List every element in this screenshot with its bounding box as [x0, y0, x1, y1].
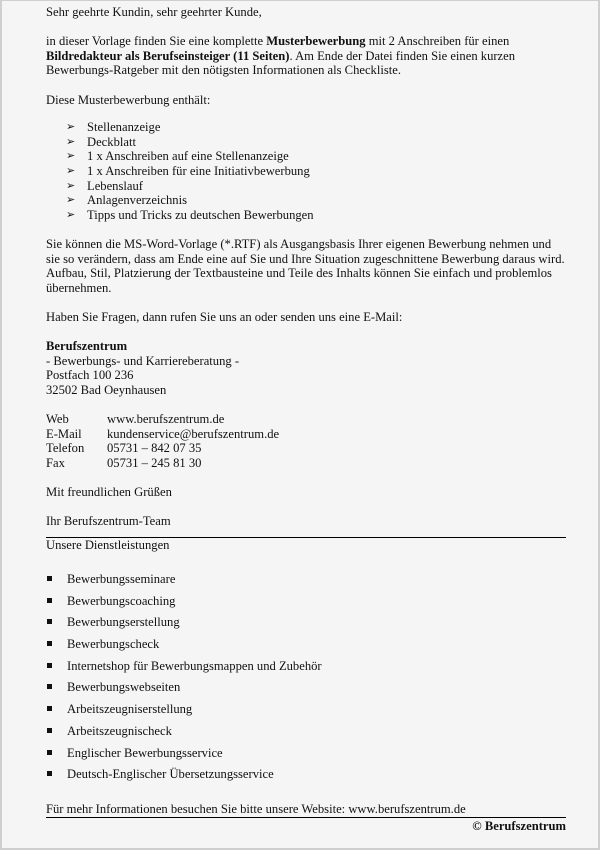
- services-heading: Unsere Dienstleistungen: [46, 537, 170, 552]
- services-list: [46, 571, 322, 788]
- contents-list: [46, 120, 566, 222]
- contact-web: [46, 412, 566, 427]
- footer-text: Für mehr Informationen besuchen Sie bitte unsere Website: www.berufszentrum.de: [46, 802, 566, 818]
- greeting: Sehr geehrte Kundin, sehr geehrter Kunde,: [46, 5, 262, 19]
- list-item: Deutsch-Englischer Übersetzungsservice: [46, 766, 322, 788]
- closing: Mit freundlichen Grüßen: [46, 485, 172, 499]
- usage-paragraph: Sie können die MS-Word-Vorlage (*.RTF) als Ausgangsbasis Ihrer eigenen Bewerbung nehmen und sie so verändern, dass am Ende eine auf Sie und Ihre Situation zugeschnittene Bewerbung daraus wird. Aufbau, Stil, Platzierung der Textbausteine und Teile des Inhalts können Sie einfach und problemlos übernehmen.: [46, 236, 565, 295]
- contact-phone: [46, 441, 566, 456]
- contact-value: kundenservice@berufszentrum.de: [107, 426, 280, 441]
- list-item: ➢ Lebenslauf: [66, 179, 566, 194]
- contact-value: 05731 – 245 81 30: [107, 455, 202, 470]
- copyright: © Berufszentrum: [472, 819, 566, 833]
- address-city: 32502 Bad Oeynhausen: [46, 382, 167, 397]
- footer: [46, 802, 566, 834]
- questions-text: Haben Sie Fragen, dann rufen Sie uns an oder senden uns eine E-Mail:: [46, 309, 403, 324]
- list-item: Bewerbungswebseiten: [46, 679, 322, 701]
- signature: Ihr Berufszentrum-Team: [46, 514, 171, 529]
- contents-heading: Diese Musterbewerbung enthält:: [46, 92, 211, 107]
- company-subtitle: - Bewerbungs- und Karriereberatung -: [46, 353, 240, 368]
- contact-email: [46, 427, 566, 442]
- contact-label: E-Mail: [46, 426, 82, 441]
- intro-paragraph: [46, 34, 566, 78]
- document-body: [46, 5, 566, 552]
- list-item: Bewerbungscoaching: [46, 593, 322, 615]
- contact-label: Web: [46, 412, 69, 427]
- list-item: ➢ Tipps und Tricks zu deutschen Bewerbungen: [66, 208, 566, 223]
- list-item: ➢ Anlagenverzeichnis: [66, 193, 566, 208]
- list-item: Arbeitszeugnischeck: [46, 723, 322, 745]
- list-item: ➢ Deckblatt: [66, 135, 566, 150]
- company-name-text: Berufszentrum: [46, 339, 128, 354]
- list-item: Internetshop für Bewerbungsmappen und Zubehör: [46, 658, 322, 680]
- contact-label: Telefon: [46, 441, 85, 456]
- list-item: ➢ 1 x Anschreiben für eine Initiativbewerbung: [66, 164, 566, 179]
- list-item: Bewerbungsseminare: [46, 571, 322, 593]
- list-item: Arbeitszeugniserstellung: [46, 701, 322, 723]
- intro-text: . Am Ende der Datei finden Sie einen kurzen Bewerbungs-Ratgeber mit den nötigsten Informationen als Checkliste.: [46, 48, 516, 78]
- intro-bold: Bildredakteur als Berufseinsteiger (11 Seiten): [46, 48, 290, 63]
- intro-text: mit 2 Anschreiben für einen: [365, 34, 510, 49]
- intro-bold: Musterbewerbung: [266, 34, 366, 49]
- contact-label: Fax: [46, 455, 65, 470]
- list-item: Bewerbungserstellung: [46, 614, 322, 636]
- list-item: Bewerbungscheck: [46, 636, 322, 658]
- company-name: [46, 339, 566, 354]
- address-street: Postfach 100 236: [46, 368, 134, 383]
- list-item: Englischer Bewerbungsservice: [46, 745, 322, 767]
- list-item: ➢ Stellenanzeige: [66, 120, 566, 135]
- contact-value: 05731 – 842 07 35: [107, 441, 202, 456]
- intro-text: in dieser Vorlage finden Sie eine komplette: [46, 34, 267, 49]
- list-item: ➢ 1 x Anschreiben auf eine Stellenanzeige: [66, 149, 566, 164]
- contact-fax: [46, 456, 566, 471]
- contact-value: www.berufszentrum.de: [107, 412, 225, 427]
